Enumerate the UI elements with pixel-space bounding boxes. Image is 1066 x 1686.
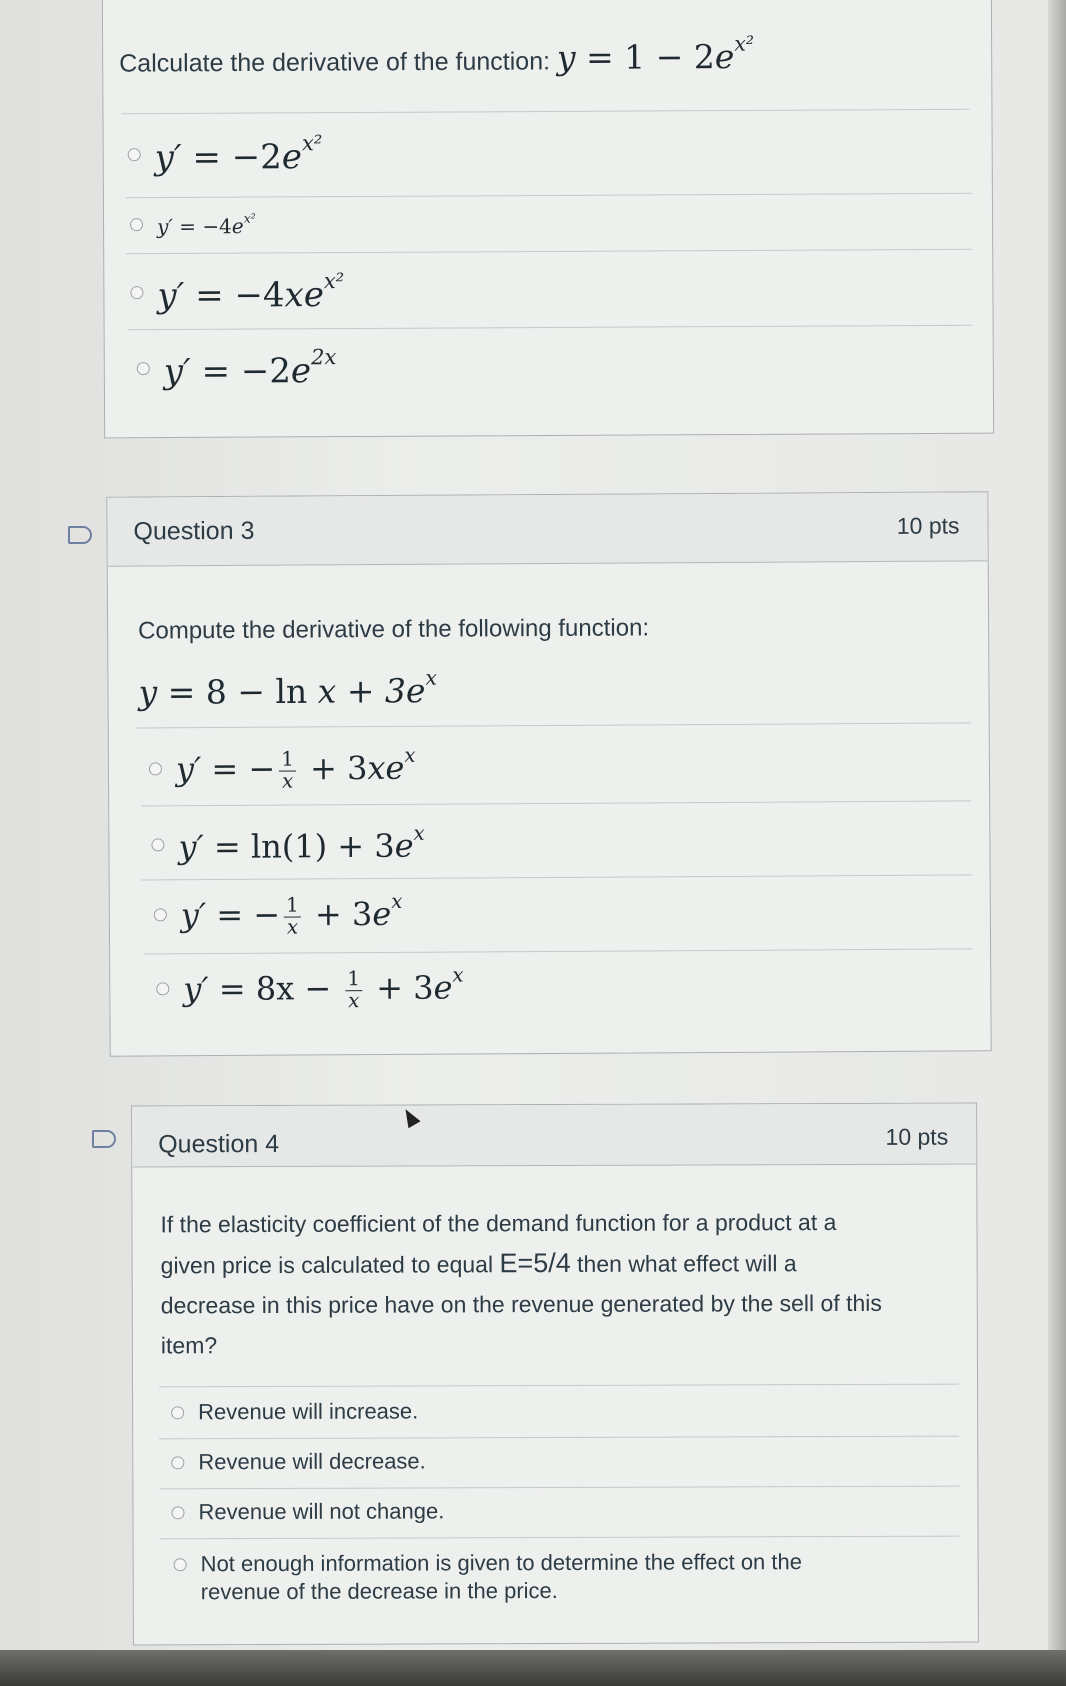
divider — [142, 874, 972, 880]
radio-button[interactable] — [130, 286, 143, 299]
question-3-prompt-text: Compute the derivative of the following function: — [138, 614, 650, 645]
question-4-header — [132, 1104, 976, 1168]
q4-option-1[interactable]: Revenue will increase. — [171, 1397, 418, 1426]
q2-option-1[interactable]: $y' = -2e^{x^2}$ — [128, 130, 323, 178]
question-2-prompt-text: Calculate the derivative of the function: — [119, 47, 551, 78]
question-2-function: $y = 1 - 2e^{x^2}$ — [556, 31, 755, 78]
divider — [160, 1536, 960, 1540]
divider — [126, 249, 972, 254]
screen-bezel-right — [1048, 0, 1066, 1686]
radio-button[interactable] — [171, 1456, 184, 1469]
question-4-prompt: If the elasticity coefficient of the demand function for a product at a given price is calculated to equal E=5/4 then what effect will a decrease in this price have on the revenue generated by the sell of this item? — [160, 1209, 882, 1359]
question-4-title: Question 4 — [158, 1129, 280, 1159]
q3-option-4[interactable]: y′ = 8x − $\frac{1}{x}$ + $3e^x$ — [156, 964, 464, 1014]
radio-button[interactable] — [130, 218, 143, 231]
q4-option-2[interactable]: Revenue will decrease. — [171, 1447, 426, 1476]
question-4-card — [131, 1103, 979, 1646]
question-3-title: Question 3 — [133, 516, 255, 546]
divider — [159, 1384, 959, 1388]
divider — [159, 1436, 959, 1440]
elasticity-value: E=5/4 — [499, 1247, 571, 1279]
divider — [144, 948, 972, 954]
question-2-prompt — [119, 24, 754, 84]
radio-button[interactable] — [154, 909, 167, 922]
divider — [129, 325, 973, 330]
radio-button[interactable] — [171, 1506, 184, 1519]
question-3-header — [107, 492, 987, 566]
q2-option-2[interactable]: $y' = -4e^{x^2}$ — [130, 211, 256, 239]
radio-button[interactable] — [171, 1406, 184, 1419]
q3-option-1[interactable]: y′ = − $\frac{1}{x}$ + $3xe^x$ — [149, 744, 416, 793]
radio-button[interactable] — [156, 983, 169, 996]
q2-option-4[interactable]: $y' = -2e^{2x}$ — [137, 344, 337, 392]
q4-option-3[interactable]: Revenue will not change. — [171, 1497, 444, 1526]
divider — [159, 1486, 959, 1490]
divider — [137, 722, 971, 728]
question-2-card — [102, 0, 994, 438]
screen-bezel-bottom — [0, 1650, 1066, 1686]
radio-button[interactable] — [137, 362, 150, 375]
question-3-card — [106, 491, 991, 1056]
flag-question-4-icon[interactable] — [92, 1130, 116, 1148]
divider — [126, 193, 972, 198]
radio-button[interactable] — [149, 763, 162, 776]
radio-button[interactable] — [174, 1558, 187, 1571]
question-3-points: 10 pts — [896, 512, 960, 539]
radio-button[interactable] — [151, 838, 164, 851]
question-3-function: $y = 8 - \ln x + 3e^x$ — [138, 665, 438, 712]
q3-option-2[interactable]: $y' = \ln(1) + 3e^x$ — [151, 822, 425, 867]
radio-button[interactable] — [128, 148, 141, 161]
question-3-prompt — [138, 608, 650, 713]
divider — [141, 800, 971, 806]
divider — [121, 109, 969, 114]
q3-option-3[interactable]: y′ = − $\frac{1}{x}$ + $3e^x$ — [154, 890, 403, 939]
q4-option-4[interactable]: Not enough information is given to determine the effect on the revenue of the decrease in the price. — [174, 1548, 803, 1606]
question-4-points: 10 pts — [885, 1123, 949, 1150]
flag-question-3-icon[interactable] — [68, 526, 92, 544]
q2-option-3[interactable]: $y' = -4xe^{x^2}$ — [130, 268, 344, 316]
